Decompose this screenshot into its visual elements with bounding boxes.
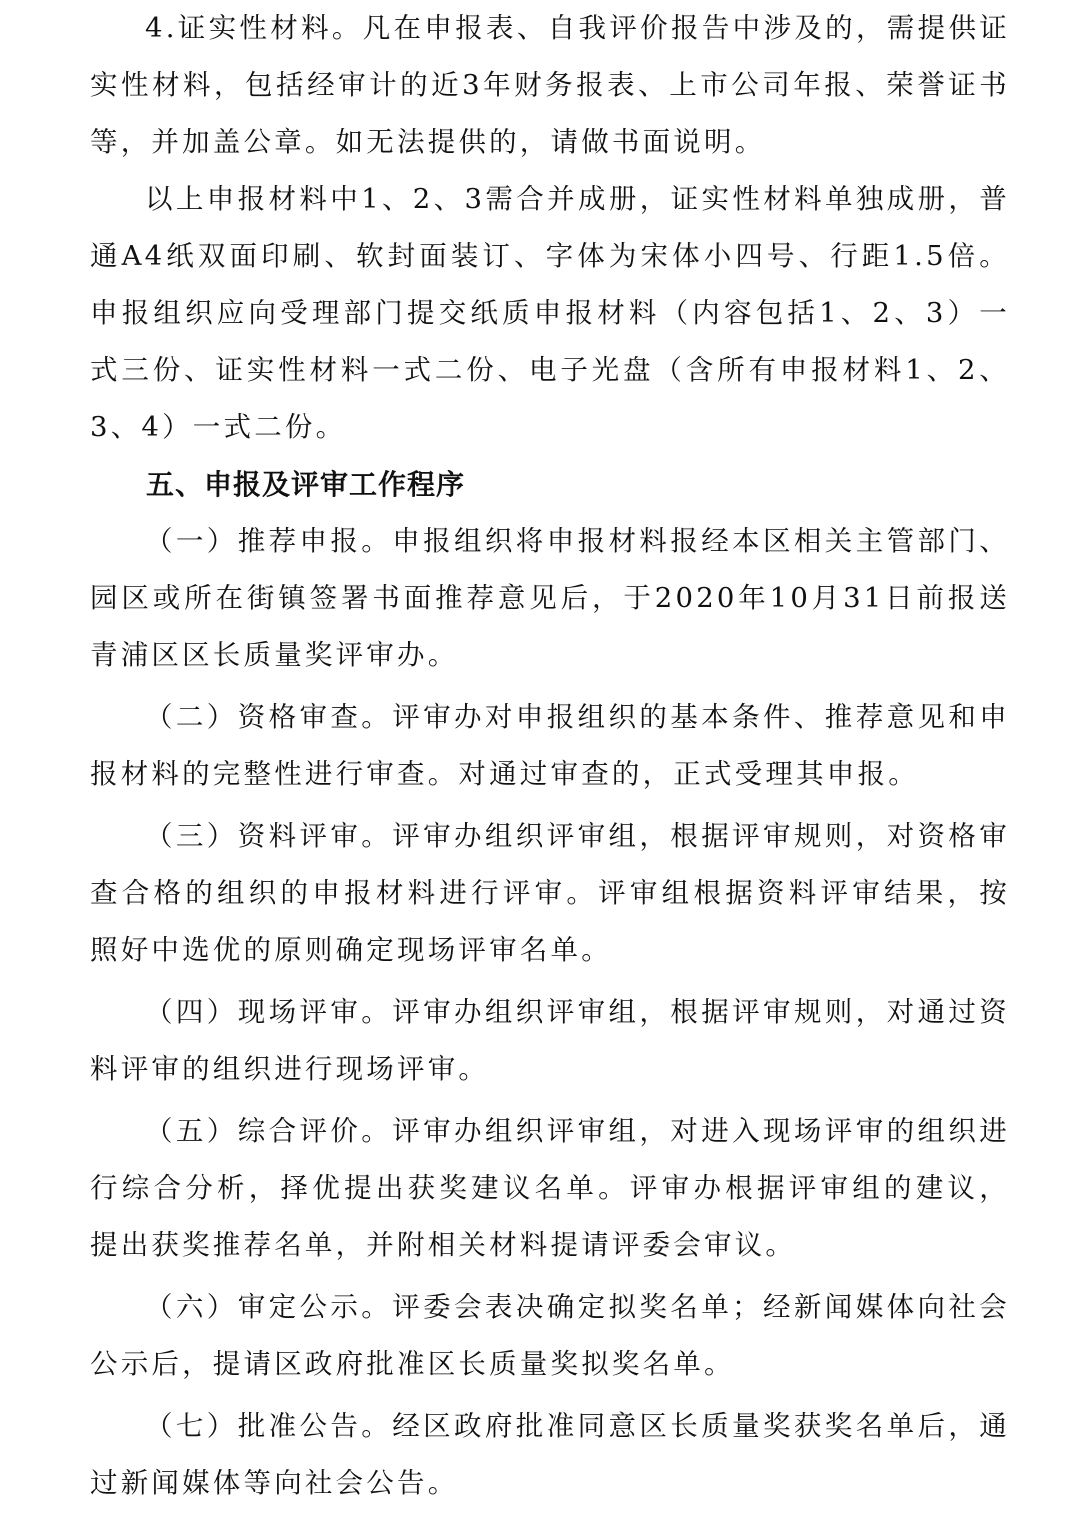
- step-comprehensive-evaluation: （五）综合评价。评审办组织评审组，对进入现场评审的组织进行综合分析，择优提出获奖建议名单。评审办根据评审组的建议，提出获奖推荐名单，并附相关材料提请评委会审议。: [90, 1115, 1010, 1261]
- step-document-review: （三）资料评审。评审办组织评审组，根据评审规则，对资格审查合格的组织的申报材料进行评审。评审组根据资料评审结果，按照好中选优的原则确定现场评审名单。: [90, 820, 1010, 966]
- step-qualification-review: （二）资格审查。评审办对申报组织的基本条件、推荐意见和申报材料的完整性进行审查。对通过审查的，正式受理其申报。: [90, 701, 1010, 790]
- step-onsite-review: （四）现场评审。评审办组织评审组，根据评审规则，对通过资料评审的组织进行现场评审。: [90, 996, 1010, 1085]
- paragraph-binding-requirements: 以上申报材料中1、2、3需合并成册，证实性材料单独成册，普通A4纸双面印刷、软封面装订、字体为宋体小四号、行距1.5倍。申报组织应向受理部门提交纸质申报材料（内容包括1、2、3）一式三份、证实性材料一式二份、电子光盘（含所有申报材料1、2、3、4）一式二份。: [90, 183, 1010, 443]
- step-announcement: （七）批准公告。经区政府批准同意区长质量奖获奖名单后，通过新闻媒体等向社会公告。: [90, 1410, 1010, 1499]
- paragraph-supporting-materials: 4.证实性材料。凡在申报表、自我评价报告中涉及的，需提供证实性材料，包括经审计的近3年财务报表、上市公司年报、荣誉证书等，并加盖公章。如无法提供的，请做书面说明。: [90, 12, 1010, 158]
- section-heading: 五、申报及评审工作程序: [146, 468, 466, 501]
- document-page: [90, 0, 1010, 1512]
- step-approval-publicity: （六）审定公示。评委会表决确定拟奖名单；经新闻媒体向社会公示后，提请区政府批准区长质量奖拟奖名单。: [90, 1291, 1010, 1380]
- step-recommendation: （一）推荐申报。申报组织将申报材料报经本区相关主管部门、园区或所在街镇签署书面推荐意见后，于2020年10月31日前报送青浦区区长质量奖评审办。: [90, 525, 1010, 671]
